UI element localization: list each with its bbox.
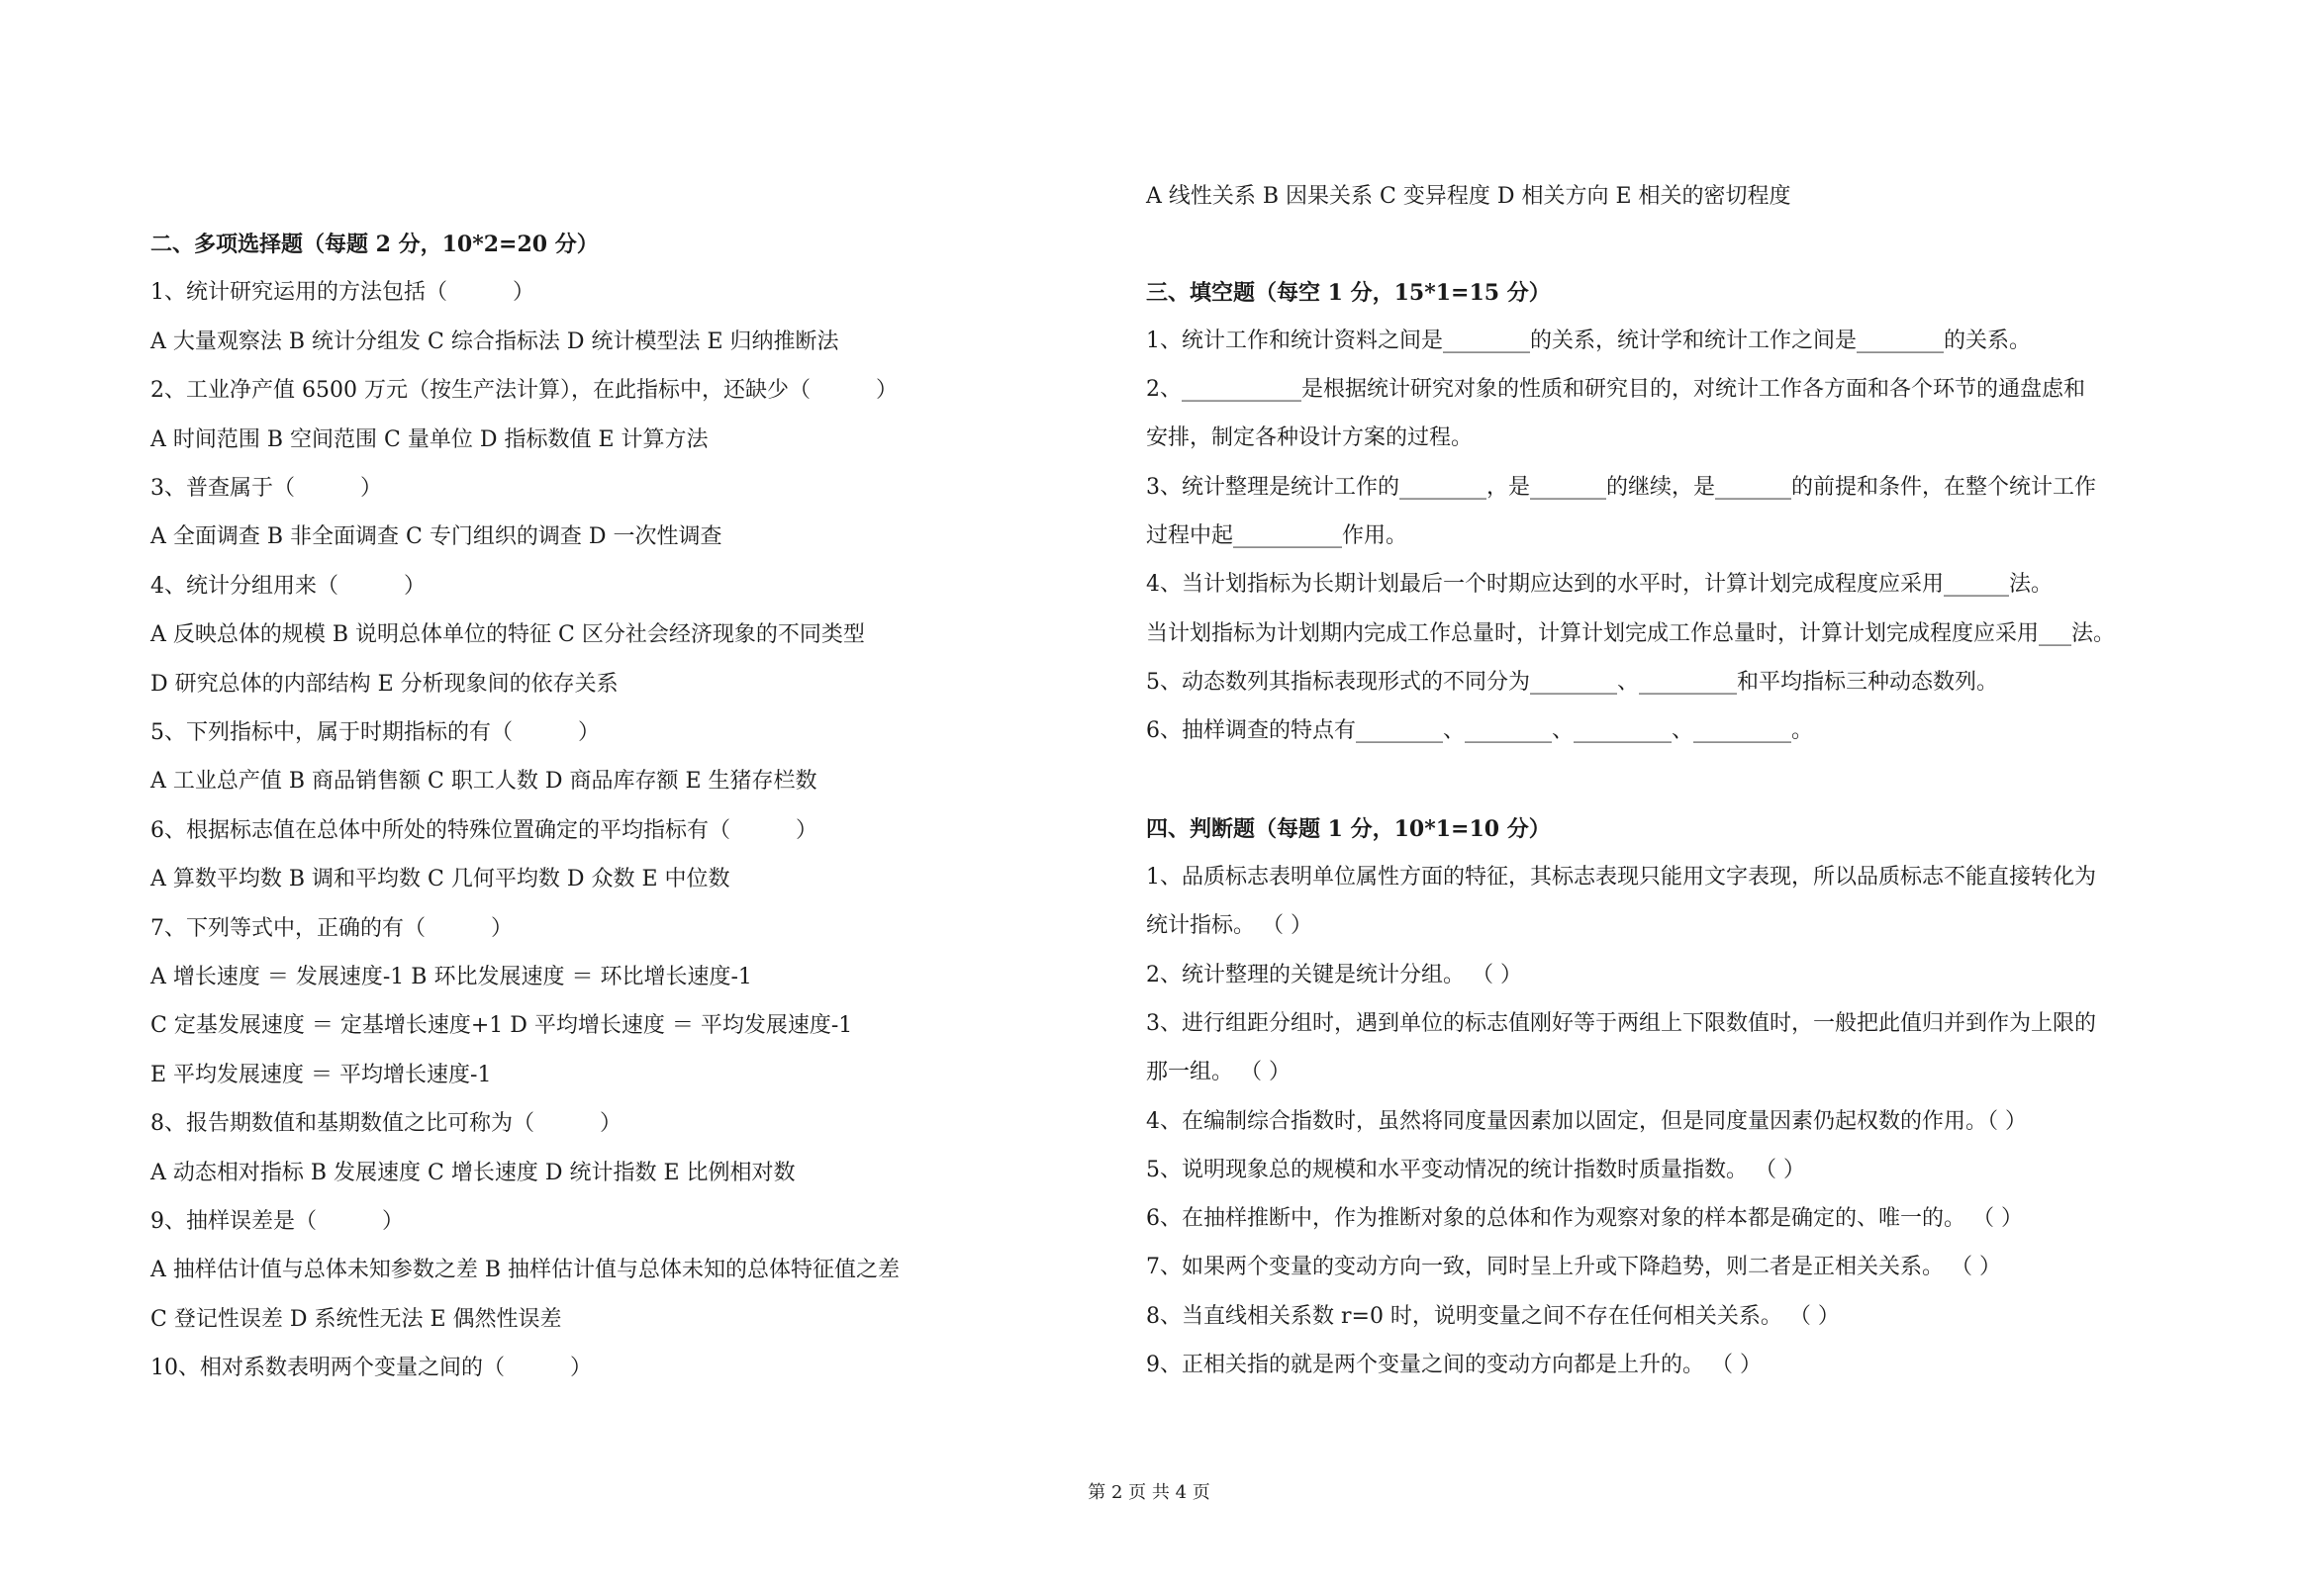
right-text-line: 1、品质标志表明单位属性方面的特征，其标志表现只能用文字表现，所以品质标志不能直接转化为 — [1146, 865, 2097, 890]
left-text-line: E 平均发展速度 ＝ 平均增长速度-1 — [150, 1062, 492, 1087]
left-text-line: 4、统计分组用来（ ） — [150, 573, 426, 599]
right-text-line: 3、进行组距分组时，遇到单位的标志值刚好等于两组上下限数值时，一般把此值归并到作为上限的 — [1146, 1011, 2097, 1036]
left-text-line: A 大量观察法 B 统计分组发 C 综合指标法 D 统计模型法 E 归纳推断法 — [150, 329, 839, 354]
right-text-line: 1、统计工作和统计资料之间是________的关系，统计学和统计工作之间是________的关系。 — [1146, 329, 2031, 353]
right-text-line: 5、动态数列其指标表现形式的不同分为________、_________和平均指标三种动态数列。 — [1146, 670, 1998, 695]
right-text-line: 7、如果两个变量的变动方向一致，同时呈上升或下降趋势，则二者是正相关关系。 （ ） — [1146, 1255, 2001, 1279]
left-text-line: 10、相对系数表明两个变量之间的（ ） — [150, 1356, 592, 1381]
right-text-line: 9、正相关指的就是两个变量之间的变动方向都是上升的。 （ ） — [1146, 1353, 1762, 1377]
right-text-line: 统计指标。 （ ） — [1146, 913, 1312, 938]
right-text-line: 过程中起__________作用。 — [1146, 523, 1408, 548]
right-text-line: 6、在抽样推断中，作为推断对象的总体和作为观察对象的样本都是确定的、唯一的。 （ ） — [1146, 1206, 2023, 1231]
left-text-line: A 反映总体的规模 B 说明总体单位的特征 C 区分社会经济现象的不同类型 — [150, 622, 865, 648]
right-text-line: 6、抽样调查的特点有________、________、_________、_________。 — [1146, 718, 1813, 743]
left-text-line: 2、工业净产值 6500 万元（按生产法计算），在此指标中，还缺少（ ） — [150, 378, 898, 404]
left-text-line: A 时间范围 B 空间范围 C 量单位 D 指标数值 E 计算方法 — [150, 426, 709, 452]
page-footer: 第 2 页 共 4 页 — [1088, 1482, 1210, 1503]
left-text-line: C 定基发展速度 ＝ 定基增长速度+1 D 平均增长速度 ＝ 平均发展速度-1 — [150, 1013, 853, 1039]
right-text-line: A 线性关系 B 因果关系 C 变异程度 D 相关方向 E 相关的密切程度 — [1146, 184, 1791, 209]
left-column — [150, 0, 1140, 1596]
left-section-heading: 二、多项选择题（每题 2 分，10*2=20 分） — [150, 232, 599, 257]
right-text-line: 2、统计整理的关键是统计分组。 （ ） — [1146, 963, 1522, 987]
left-text-line: A 抽样估计值与总体未知参数之差 B 抽样估计值与总体未知的总体特征值之差 — [150, 1258, 901, 1283]
right-text-line: 8、当直线相关系数 r=0 时，说明变量之间不存在任何相关关系。 （ ） — [1146, 1304, 1840, 1329]
left-text-line: 9、抽样误差是（ ） — [150, 1209, 404, 1234]
left-text-line: 1、统计研究运用的方法包括（ ） — [150, 280, 534, 306]
right-text-line: 3、统计整理是统计工作的________，是_______的继续，是_______的前提和条件，在整个统计工作 — [1146, 475, 2096, 500]
right-text-line: 安排，制定各种设计方案的过程。 — [1146, 425, 1474, 450]
left-text-line: 6、根据标志值在总体中所处的特殊位置确定的平均指标有（ ） — [150, 817, 817, 843]
right-text-line: 当计划指标为计划期内完成工作总量时，计算计划完成工作总量时，计算计划完成程度应采用___法。 — [1146, 621, 2116, 646]
right-text-line: 4、当计划指标为长期计划最后一个时期应达到的水平时，计算计划完成程度应采用______法。 — [1146, 572, 2053, 597]
left-text-line: C 登记性误差 D 系统性无法 E 偶然性误差 — [150, 1306, 562, 1332]
left-text-line: A 算数平均数 B 调和平均数 C 几何平均数 D 众数 E 中位数 — [150, 867, 730, 892]
right-column — [1146, 0, 2136, 1596]
left-text-line: A 增长速度 ＝ 发展速度-1 B 环比发展速度 ＝ 环比增长速度-1 — [150, 965, 752, 989]
right-text-line: 2、___________是根据统计研究对象的性质和研究目的，对统计工作各方面和各个环节的通盘虑和 — [1146, 377, 2085, 402]
left-text-line: 5、下列指标中，属于时期指标的有（ ） — [150, 720, 600, 745]
right-section-heading: 三、填空题（每空 1 分，15*1=15 分） — [1146, 280, 1551, 306]
right-text-line: 4、在编制综合指数时，虽然将同度量因素加以固定，但是同度量因素仍起权数的作用。（ ） — [1146, 1109, 2027, 1134]
left-text-line: 8、报告期数值和基期数值之比可称为（ ） — [150, 1111, 622, 1137]
left-text-line: 3、普查属于（ ） — [150, 476, 382, 501]
left-text-line: A 动态相对指标 B 发展速度 C 增长速度 D 统计指数 E 比例相对数 — [150, 1160, 796, 1185]
left-text-line: A 全面调查 B 非全面调查 C 专门组织的调查 D 一次性调查 — [150, 524, 722, 550]
right-section-heading: 四、判断题（每题 1 分，10*1=10 分） — [1146, 816, 1551, 842]
left-text-line: 7、下列等式中，正确的有（ ） — [150, 915, 513, 941]
right-text-line: 那一组。 （ ） — [1146, 1060, 1291, 1084]
left-text-line: A 工业总产值 B 商品销售额 C 职工人数 D 商品库存额 E 生猪存栏数 — [150, 769, 817, 795]
left-text-line: D 研究总体的内部结构 E 分析现象间的依存关系 — [150, 671, 619, 697]
right-text-line: 5、说明现象总的规模和水平变动情况的统计指数时质量指数。 （ ） — [1146, 1158, 1805, 1182]
